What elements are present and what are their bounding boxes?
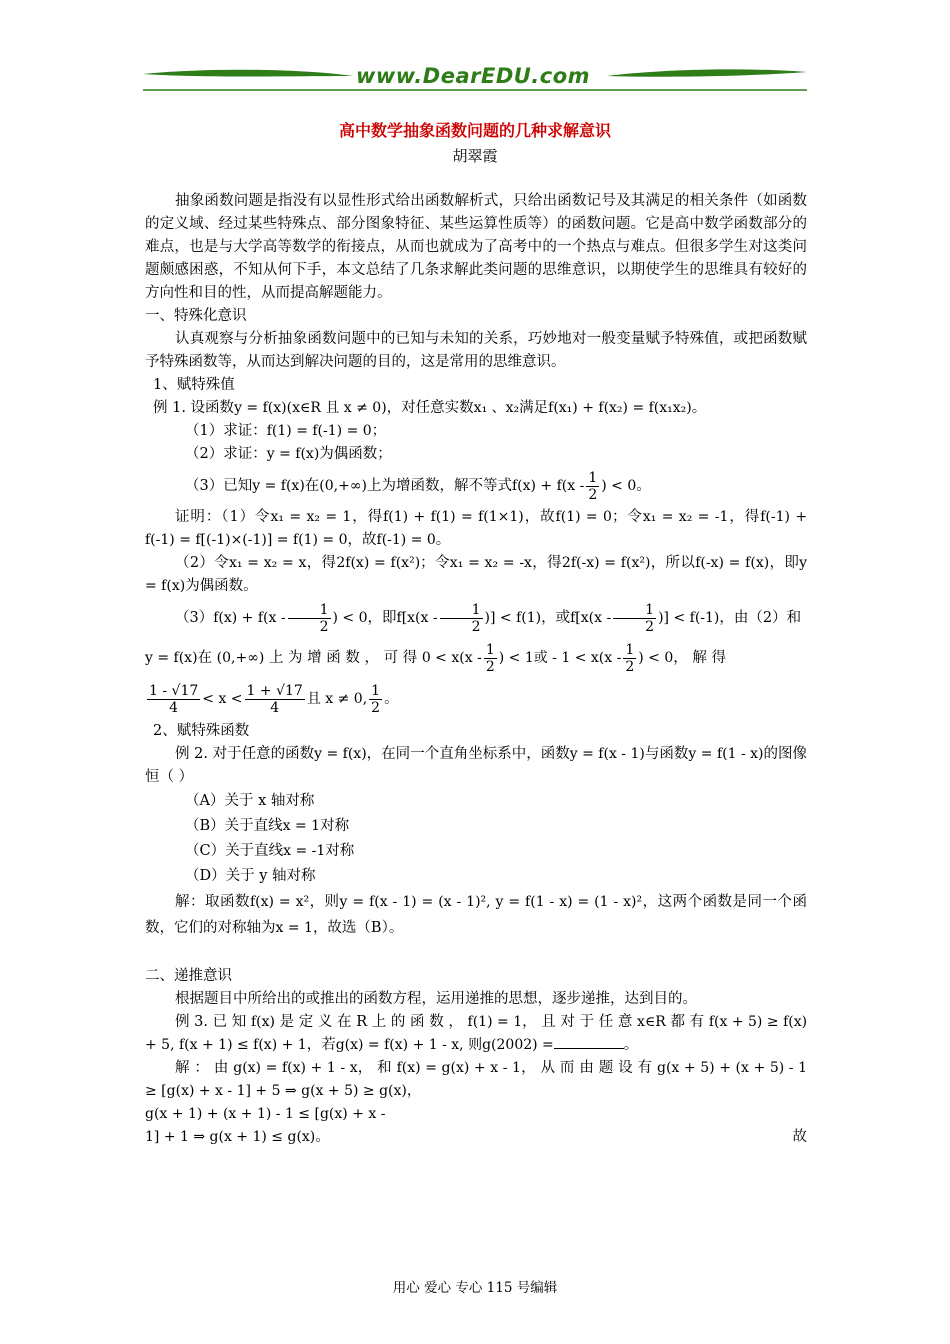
option-a: （A）关于 x 轴对称 [185, 793, 315, 809]
denominator: 2 [319, 618, 329, 635]
question-2 [145, 443, 807, 466]
answer-blank [554, 1048, 624, 1049]
formula: x∈R [637, 1014, 666, 1030]
option-b [145, 814, 807, 839]
numerator: 1 [613, 602, 656, 619]
text: 为偶函数； [319, 446, 392, 462]
fraction-root1 [147, 683, 200, 716]
formula: g(x + 1) + (x + 1) - 1 ≤ [g(x) + x - [145, 1106, 386, 1122]
text: ，这两个函数是同一个函数，它们的对称轴为 [145, 894, 808, 936]
numerator: 1 [625, 641, 635, 658]
formula: < x < [202, 691, 243, 707]
text: 。 [315, 1129, 330, 1145]
formula: 1] + 1 ⇒ g(x + 1) ≤ g(x) [145, 1129, 316, 1145]
text: 例 1. 设函数 [153, 400, 235, 416]
proof-1 [145, 506, 807, 552]
text: ，故 [523, 509, 556, 525]
text: ；令 [611, 509, 643, 525]
text: ，或 [541, 610, 571, 626]
formula: f[x(x - [396, 610, 438, 626]
formula: )] < f(-1) [658, 610, 720, 626]
denominator: 2 [485, 658, 495, 675]
text: ， 从 而 由 题 设 有 [520, 1060, 653, 1076]
result-line [145, 678, 807, 720]
text: 为偶函数。 [185, 578, 258, 594]
denominator: 2 [625, 658, 635, 675]
text: ，则 [309, 894, 340, 910]
formula: f(-1) + f(-1) = f[(-1)×(-1)] = f(1) = 0 [145, 509, 808, 548]
denominator: 4 [270, 699, 280, 716]
text: 都 有 [670, 1014, 705, 1030]
formula: ) < 0 [332, 610, 368, 626]
text: 在 [197, 650, 213, 666]
formula: x = 1 [282, 818, 321, 834]
formula: f(1) = f(-1) = 0 [266, 423, 372, 439]
formula: f(1) = 0 [555, 509, 612, 525]
text: ，得 [728, 509, 761, 525]
denominator: 2 [645, 618, 655, 635]
formula: y = f(x) [266, 446, 320, 462]
section2-heading: 二、递推意识 [145, 968, 232, 984]
text: 证明：（1）令 [175, 509, 271, 525]
fraction-half [613, 602, 656, 635]
example-1 [145, 397, 807, 420]
numerator: 1 [588, 469, 598, 486]
fraction-half [623, 642, 636, 675]
text: ，对任意实数 [386, 400, 474, 416]
text: ，故 [347, 532, 377, 548]
option-d: （D）关于 y 轴对称 [185, 868, 316, 884]
text: 在 [304, 478, 320, 494]
text: ，在同一个直角坐标系中，函数 [366, 746, 570, 762]
text: ；令 [420, 555, 450, 571]
text: （C）关于直线 [185, 843, 284, 859]
formula: x₁ = x₂ = x [228, 555, 307, 571]
formula: g(x) = f(x) + 1 - x, 则g(2002) = [335, 1037, 554, 1053]
formula: x₁ = x₂ = -x [449, 555, 532, 571]
formula: y = f(x) [314, 746, 367, 762]
text: 。 [623, 1037, 639, 1053]
formula: f(x) = x² [249, 894, 310, 910]
formula: f(x + 5) ≥ f(x) + 5, f(x + 1) ≤ f(x) + 1 [145, 1014, 808, 1053]
formula: f(1) + f(1) = f(1×1) [383, 509, 524, 525]
numerator: 1 [485, 641, 495, 658]
text: ； [371, 423, 387, 439]
formula: y = f(x) [145, 555, 808, 594]
formula: f(1) = 1 [467, 1014, 523, 1030]
denominator: 2 [371, 699, 381, 716]
subsection-2: 2、赋特殊函数 [153, 723, 250, 739]
formula: f(x) [250, 1014, 275, 1030]
text: 。 [384, 691, 399, 707]
denominator: 2 [471, 618, 481, 635]
numerator: 1 [288, 602, 331, 619]
formula: g(x) = f(x) + 1 - x [233, 1060, 358, 1076]
formula: y = f(1 - x) [688, 746, 764, 762]
formula: f(x) + f(x - [213, 610, 286, 626]
fraction-half [586, 470, 599, 503]
text: ， [406, 1083, 422, 1099]
text: ，即 [769, 555, 800, 571]
text: ，得 [531, 555, 562, 571]
formula: 且 x ≠ 0, [306, 691, 368, 707]
text: ， 和 [357, 1060, 392, 1076]
formula: f(x₁) + f(x₂) = f(x₁x₂) [548, 400, 692, 416]
text: （B）关于直线 [185, 818, 283, 834]
subsection-1: 1、赋特殊值 [153, 377, 235, 393]
text: ，得 [306, 555, 337, 571]
formula: x = -1 [283, 843, 326, 859]
formula: x₁ 、x₂ [473, 400, 520, 416]
option-c [145, 839, 807, 864]
text: 上为增函数，解不等式 [366, 478, 512, 494]
formula: )] < f(1) [484, 610, 542, 626]
text: 对称 [320, 818, 350, 834]
example-2 [145, 743, 807, 789]
text: 是 定 义 在 R 上 的 函 数 ， [279, 1014, 463, 1030]
denominator: 2 [588, 486, 598, 503]
text: （2）令 [175, 555, 229, 571]
page-footer: 用心 爱心 专心 115 号编辑 [392, 1280, 558, 1296]
text: （3）已知 [185, 478, 253, 494]
text: 与函数 [644, 746, 689, 762]
denominator: 4 [169, 699, 179, 716]
solution-3-line2 [145, 1103, 807, 1126]
formula: y = f(x) [145, 650, 198, 666]
intro-paragraph: 抽象函数问题是指没有以显性形式给出函数解析式，只给出函数记号及其满足的相关条件（如函数的定义域、经过某些特殊点、部分图象特征、某些运算性质等）的函数问题。它是高中数学函数部分的难点，也是与大学高等数学的衔接点，从而也就成为了高考中的一个热点与难点。但很多学生对这类问题颇感困惑，不知从何下手，本文总结了几条求解此类问题的思维意识，以期使学生的思维具有较好的方向性和目的性，从而提高解题能力。 [145, 193, 807, 301]
numerator: 1 [371, 682, 381, 699]
site-header [143, 62, 807, 94]
numerator: 1 - √17 [149, 682, 199, 699]
numerator: 1 + √17 [246, 682, 303, 699]
text: （3） [175, 610, 214, 626]
section1-desc: 认真观察与分析抽象函数问题中的已知与未知的关系，巧妙地对一般变量赋予特殊值，或把函数赋予特殊函数等，从而达到解决问题的目的，这是常用的思维意识。 [145, 331, 807, 370]
text: ，得 [351, 509, 384, 525]
formula: y = f(x) [252, 478, 305, 494]
proof-3 [145, 598, 807, 638]
site-logo[interactable]: www.DearEDU.com [355, 64, 591, 88]
formula: y = f(x - 1) = (x - 1)², y = f(1 - x) = (1 - x)² [339, 894, 643, 910]
text: ，若 [306, 1037, 336, 1053]
formula: 2f(-x) = f(x²) [561, 555, 651, 571]
solution-3 [145, 1057, 807, 1103]
text: 。 [636, 478, 651, 494]
proof-2 [145, 552, 807, 598]
formula: y = f(x - 1) [569, 746, 645, 762]
formula: (0,+∞) [216, 650, 265, 666]
text: 。 [691, 400, 707, 416]
text: 例 3. 已 知 [175, 1014, 247, 1030]
text: 故 [792, 1129, 807, 1145]
formula: x = 1 [275, 920, 313, 936]
fraction-half [484, 642, 497, 675]
text: 满足 [519, 400, 549, 416]
text: （2）求证： [185, 446, 267, 462]
text: 的图像恒（ ） [145, 746, 808, 785]
formula: 0 < x(x - [421, 650, 482, 666]
text: 例 2. 对于任意的函数 [175, 746, 315, 762]
question-1 [145, 420, 807, 443]
text: ，故选（B）。 [312, 920, 404, 936]
text: ， 解 得 [673, 650, 726, 666]
formula: ) < 1或 - 1 < x(x - [498, 650, 622, 666]
article-body [145, 190, 807, 1149]
section2-desc: 根据题目中所给出的或推出的函数方程，运用递推的思想，逐步递推，达到目的。 [175, 991, 697, 1007]
text: 解：取函数 [175, 894, 250, 910]
fraction-half [369, 683, 382, 716]
formula: 2f(x) = f(x²) [336, 555, 421, 571]
text: 。 [435, 532, 451, 548]
fraction-root2 [245, 683, 305, 716]
formula: ) < 0 [638, 650, 674, 666]
text: （1）求证： [185, 423, 267, 439]
fraction-half [440, 602, 483, 635]
formula: x₁ = x₂ = 1 [270, 509, 352, 525]
formula: y = f(x)(x∈R 且 x ≠ 0) [234, 400, 387, 416]
text: 对称 [325, 843, 355, 859]
text: ， 且 对 于 任 意 [522, 1014, 633, 1030]
formula: x₁ = x₂ = -1 [642, 509, 729, 525]
formula: f(-x) = f(x) [695, 555, 770, 571]
solution-3-line3 [145, 1126, 807, 1149]
formula: f(x) + f(x - [511, 478, 585, 494]
text: 解 ： 由 [175, 1060, 229, 1076]
example-3 [145, 1011, 807, 1057]
text: ，即 [367, 610, 397, 626]
proof-3-cont [145, 638, 807, 678]
fraction-half [288, 602, 331, 635]
section1-heading: 一、特殊化意识 [145, 308, 247, 324]
text: 上 为 增 函 数 ， 可 得 [268, 650, 418, 666]
formula: g(x + 5) + (x + 5) - 1 ≥ [g(x) + x - 1] + 5 ⇒ g(x + 5) ≥ g(x) [145, 1060, 808, 1099]
formula: f[x(x - [570, 610, 612, 626]
text: ，由（2）和 [719, 610, 802, 626]
question-3 [145, 466, 807, 506]
formula: f(-1) = 0 [376, 532, 436, 548]
page-title: 高中数学抽象函数问题的几种求解意识 [338, 121, 611, 140]
formula: f(x) = g(x) + x - 1 [396, 1060, 521, 1076]
text: ，所以 [650, 555, 696, 571]
author: 胡翠霞 [452, 147, 498, 165]
numerator: 1 [440, 602, 483, 619]
solution-2 [145, 889, 807, 941]
formula: ) < 0 [601, 478, 637, 494]
formula: (0,+∞) [319, 478, 367, 494]
